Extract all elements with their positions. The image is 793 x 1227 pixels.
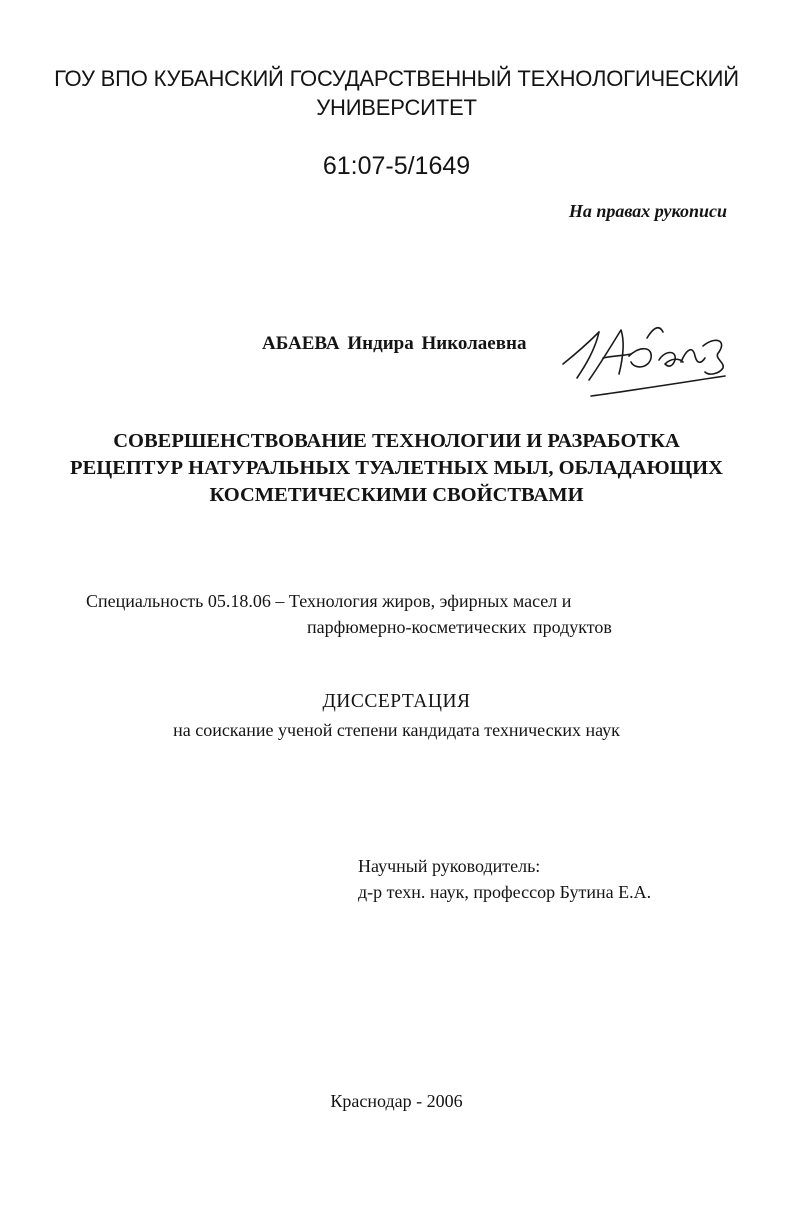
institution-name bbox=[40, 64, 753, 122]
institution-line-1: ГОУ ВПО КУБАНСКИЙ ГОСУДАРСТВЕННЫЙ ТЕХНОЛОГИЧЕСКИЙ bbox=[54, 66, 739, 91]
catalog-code: 61:07-5/1649 bbox=[322, 152, 471, 180]
place-year: Краснодар - 2006 bbox=[330, 1091, 463, 1111]
supervisor-label: Научный руководитель: bbox=[358, 856, 541, 876]
dissertation-heading: ДИССЕРТАЦИЯ bbox=[322, 691, 471, 712]
rights-note: На правах рукописи bbox=[568, 201, 727, 221]
supervisor-name: д-р техн. наук, профессор Бутина Е.А. bbox=[358, 882, 652, 902]
dissertation-subtitle: на соискание ученой степени кандидата технических наук bbox=[173, 720, 620, 740]
specialty-line-2: парфюмерно-косметических продуктов bbox=[307, 617, 612, 637]
institution-line-2: УНИВЕРСИТЕТ bbox=[316, 95, 477, 120]
specialty-line-1: Специальность 05.18.06 – Технология жиров, эфирных масел и bbox=[86, 591, 572, 611]
title-line-3: КОСМЕТИЧЕСКИМИ СВОЙСТВАМИ bbox=[209, 484, 584, 506]
author-name: АБАЕВА Индира Николаевна bbox=[262, 333, 527, 354]
dissertation-title bbox=[60, 428, 733, 509]
author-signature bbox=[555, 306, 735, 406]
title-line-1: СОВЕРШЕНСТВОВАНИЕ ТЕХНОЛОГИИ И РАЗРАБОТКА bbox=[113, 430, 680, 452]
title-line-2: РЕЦЕПТУР НАТУРАЛЬНЫХ ТУАЛЕТНЫХ МЫЛ, ОБЛАДАЮЩИХ bbox=[70, 457, 723, 479]
